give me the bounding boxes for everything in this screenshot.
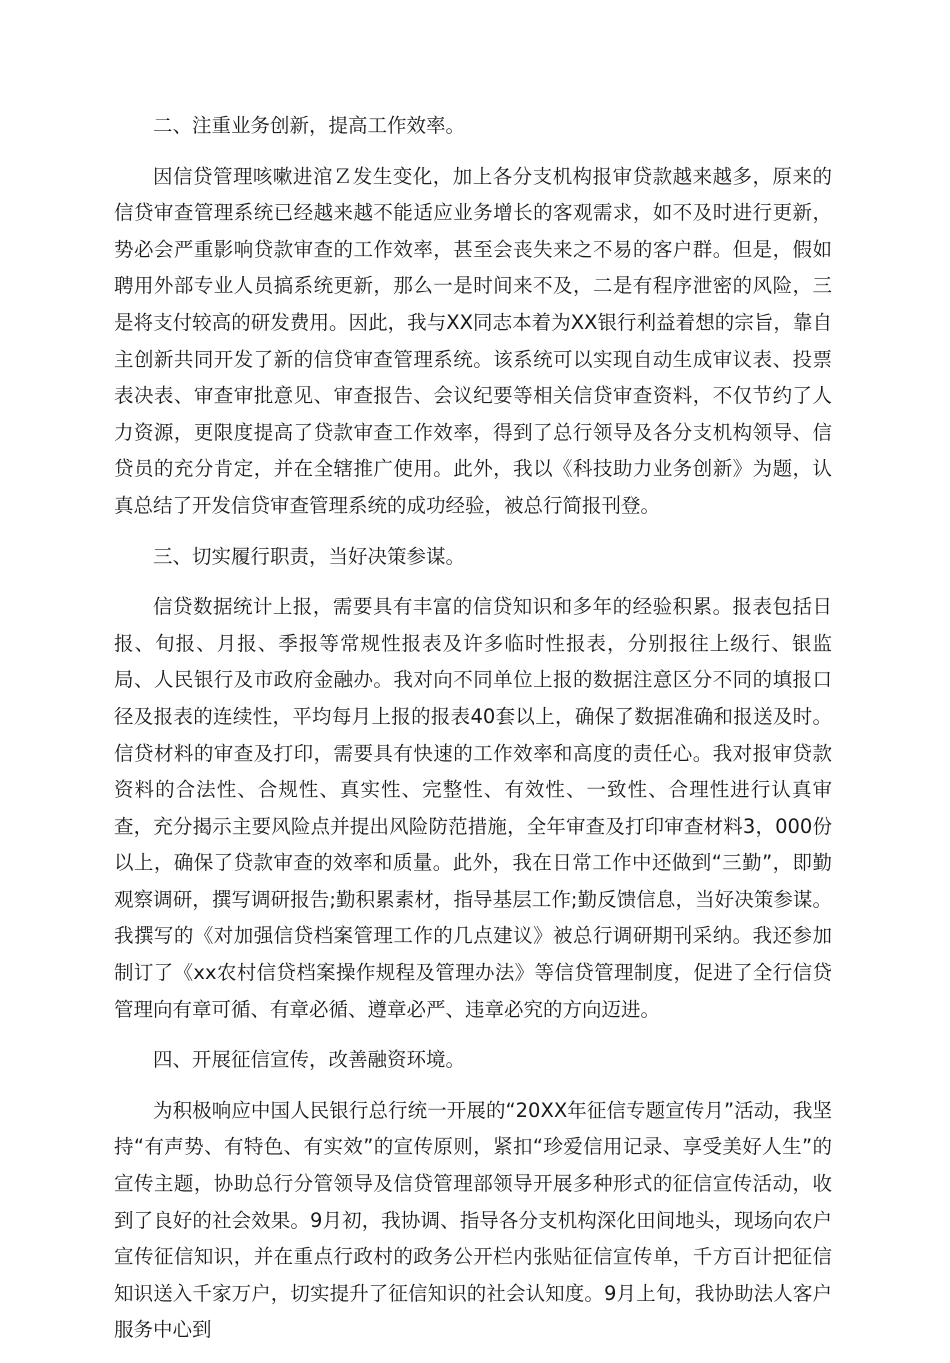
- document-body: [114, 108, 832, 1363]
- section-paragraph-4: 为积极响应中国人民银行总行统一开展的“20XX年征信专题宣传月”活动，我坚持“有声势、有特色、有实效”的宣传原则，紧扣“珍爱信用记录、享受美好人生”的宣传主题，协助总行分管领导及信贷管理部领导开展多种形式的征信宣传活动，收到了良好的社会效果。9月初，我协调、指导各分支机构深化田间地头，现场向农户宣传征信知识，并在重点行政村的政务公开栏内张贴征信宣传单，千方百计把征信知识送入千家万户，切实提升了征信知识的社会认知度。9月上旬，我协助法人客户服务中心到: [114, 1098, 832, 1342]
- section-heading-4: 四、开展征信宣传，改善融资环境。: [153, 1048, 466, 1072]
- section-paragraph-2: 因信贷管理咳嗽进涫Ｚ发生变化，加上各分支机构报审贷款越来越多，原来的信贷审查管理系统已经越来越不能适应业务增长的客观需求，如不及时进行更新，势必会严重影响贷款审查的工作效率，甚至会丧失来之不易的客户群。但是，假如聘用外部专业人员搞系统更新，那么一是时间来不及，二是有程序泄密的风险，三是将支付较高的研发费用。因此，我与XX同志本着为XX银行利益着想的宗旨，靠自主创新共同开发了新的信贷审查管理系统。该系统可以实现自动生成审议表、投票表决表、审查审批意见、审查报告、会议纪要等相关信贷审查资料，不仅节约了人力资源，更限度提高了贷款审查工作效率，得到了总行领导及各分支机构领导、信贷员的充分肯定，并在全辖推广使用。此外，我以《科技助力业务创新》为题，认真总结了开发信贷审查管理系统的成功经验，被总行简报刊登。: [114, 164, 832, 517]
- section-paragraph-3: 信贷数据统计上报，需要具有丰富的信贷知识和多年的经验积累。报表包括日报、旬报、月报、季报等常规性报表及许多临时性报表，分别报往上级行、银监局、人民银行及市政府金融办。我对向不同单位上报的数据注意区分不同的填报口径及报表的连续性，平均每月上报的报表40套以上，确保了数据准确和报送及时。信贷材料的审查及打印，需要具有快速的工作效率和高度的责任心。我对报审贷款资料的合法性、合规性、真实性、完整性、有效性、一致性、合理性进行认真审查，充分揭示主要风险点并提出风险防范措施，全年审查及打印审查材料3，000份以上，确保了贷款审查的效率和质量。此外，我在日常工作中还做到“三勤”，即勤观察调研，撰写调研报告;勤积累素材，指导基层工作;勤反馈信息，当好决策参谋。我撰写的《对加强信贷档案管理工作的几点建议》被总行调研期刊采纳。我还参加制订了《xx农村信贷档案操作规程及管理办法》等信贷管理制度，促进了全行信贷管理向有章可循、有章必循、遵章必严、违章必究的方向迈进。: [114, 595, 832, 1021]
- section-heading-3: 三、切实履行职责，当好决策参谋。: [153, 544, 466, 568]
- section-heading-2: 二、注重业务创新，提高工作效率。: [153, 114, 466, 137]
